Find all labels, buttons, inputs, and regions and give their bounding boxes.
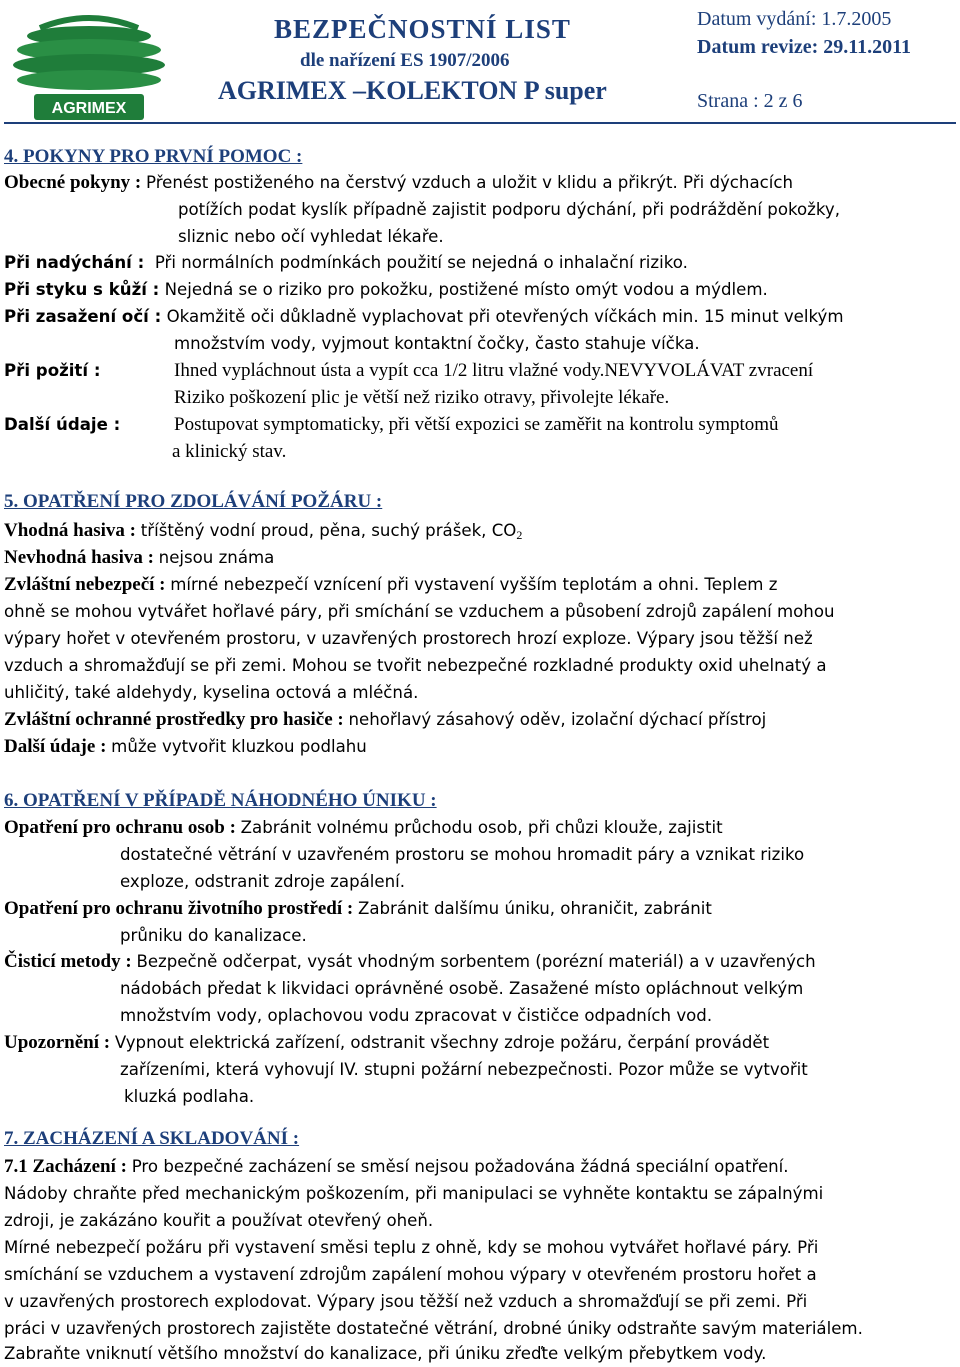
product-name: AGRIMEX –KOLEKTON P super bbox=[218, 76, 607, 105]
text-line: Mírné nebezpečí požáru při vystavení směsi teplu z ohně, kdy se mohou vytvářet hořlavé páry. Při bbox=[4, 1238, 819, 1257]
text-line: ohně se mohou vytvářet hořlavé páry, při smíchání se vzduchem a působení zdrojů zapálení mohou bbox=[4, 602, 835, 621]
text-line: Postupovat symptomaticky, při větší expozici se zaměřit na kontrolu symptomů bbox=[174, 414, 779, 435]
text-line: Ihned vypláchnout ústa a vypít cca 1/2 litru vlažné vody.NEVYVOLÁVAT zvracení bbox=[174, 360, 814, 381]
field-label: Při nadýchání : bbox=[4, 253, 145, 272]
field-label: Obecné pokyny : bbox=[4, 172, 142, 193]
fire-protective-equipment bbox=[4, 709, 766, 731]
page-number: Strana : 2 z 6 bbox=[697, 90, 803, 112]
field-label: Opatření pro ochranu životního prostředí : bbox=[4, 898, 354, 919]
field-text: nehořlavý zásahový oděv, izolační dýchací přístroj bbox=[348, 710, 767, 729]
field-text: Okamžitě oči důkladně vyplachovat při otevřených víčkách min. 15 minut velkým bbox=[166, 307, 844, 326]
field-text: Zabránit volnému průchodu osob, při chůzi klouže, zajistit bbox=[240, 818, 723, 837]
field-label: Další údaje : bbox=[4, 736, 107, 757]
text-line: zařízeními, která vyhovují IV. stupni požární nebezpečnosti. Pozor může se vytvořit bbox=[120, 1060, 808, 1079]
text-line: kluzká podlaha. bbox=[124, 1087, 255, 1106]
first-aid-ingestion-label bbox=[4, 360, 100, 382]
field-label: Při zasažení očí : bbox=[4, 307, 162, 326]
fire-unsuitable-media bbox=[4, 547, 274, 569]
text-line: Nádoby chraňte před mechanickým poškozením, při manipulaci se vyhněte kontaktu se zápalnými bbox=[4, 1184, 824, 1203]
handling-intro bbox=[4, 1156, 789, 1178]
section-4-heading: 4. POKYNY PRO PRVNÍ POMOC : bbox=[4, 146, 303, 167]
release-environmental-precautions bbox=[4, 898, 712, 920]
field-text: Přenést postiženého na čerstvý vzduch a uložit v klidu a přikrýt. Při dýchacích bbox=[146, 173, 793, 192]
text-line: uhličitý, také aldehydy, kyselina octová a mléčná. bbox=[4, 683, 419, 702]
field-text: nejsou známa bbox=[158, 548, 275, 567]
subscript: 2 bbox=[516, 528, 523, 542]
field-label: Při styku s kůží : bbox=[4, 280, 160, 299]
text-line: exploze, odstranit zdroje zapálení. bbox=[120, 872, 405, 891]
text-line: dostatečné větrání v uzavřeném prostoru se mohou hromadit páry a vznikat riziko bbox=[120, 845, 805, 864]
field-label: Zvláštní ochranné prostředky pro hasiče : bbox=[4, 709, 344, 730]
field-label: Další údaje : bbox=[4, 415, 121, 434]
field-text: Při normálních podmínkách použití se nejedná o inhalační riziko. bbox=[154, 253, 688, 272]
document-title: BEZPEČNOSTNÍ LIST bbox=[274, 14, 571, 44]
first-aid-inhalation bbox=[4, 252, 688, 274]
fire-suitable-media bbox=[4, 520, 522, 546]
text-line: nádobách předat k likvidaci oprávněné osobě. Zasažené místo opláchnout velkým bbox=[120, 979, 804, 998]
text-line: smíchání se vzduchem a vystavení zdrojům zapálení mohou výpary v otevřeném prostoru hořet a bbox=[4, 1265, 817, 1284]
field-text: Pro bezpečné zacházení se směsí nejsou požadována žádná speciální opatření. bbox=[131, 1157, 789, 1176]
text-line: a klinický stav. bbox=[172, 441, 287, 462]
release-cleanup-methods bbox=[4, 951, 816, 973]
field-text: může vytvořit kluzkou podlahu bbox=[111, 737, 367, 756]
text-line: práci v uzavřených prostorech zajistěte dostatečné větrání, drobné úniky odstraňte savým materiálem. bbox=[4, 1319, 863, 1338]
text-line: zdroji, je zakázáno kouřit a používat otevřený oheň. bbox=[4, 1211, 434, 1230]
section-7-heading: 7. ZACHÁZENÍ A SKLADOVÁNÍ : bbox=[4, 1128, 300, 1149]
revision-date: Datum revize: 29.11.2011 bbox=[697, 36, 912, 58]
field-label: Opatření pro ochranu osob : bbox=[4, 817, 236, 838]
first-aid-general bbox=[4, 172, 793, 194]
field-text: Vypnout elektrická zařízení, odstranit všechny zdroje požáru, čerpání provádět bbox=[114, 1033, 770, 1052]
release-personal-precautions bbox=[4, 817, 723, 839]
section-6-heading: 6. OPATŘENÍ V PŘÍPADĚ NÁHODNÉHO ÚNIKU : bbox=[4, 790, 437, 811]
first-aid-other-label bbox=[4, 414, 120, 436]
text-line: průniku do kanalizace. bbox=[120, 926, 307, 945]
fire-other-info bbox=[4, 736, 367, 758]
first-aid-eyes bbox=[4, 306, 844, 328]
text-line: Zabraňte vniknutí většího množství do kanalizace, při úniku zřeďte velkým přebytkem vody. bbox=[4, 1344, 767, 1363]
field-label: Zvláštní nebezpečí : bbox=[4, 574, 166, 595]
field-label: 7.1 Zacházení : bbox=[4, 1156, 127, 1177]
section-5-heading: 5. OPATŘENÍ PRO ZDOLÁVÁNÍ POŽÁRU : bbox=[4, 491, 383, 512]
field-text: Zabránit dalšímu úniku, ohraničit, zabránit bbox=[357, 899, 712, 918]
text-line: vzduch a shromažďují se při zemi. Mohou se tvořit nebezpečné rozkladné produkty oxid uhelnatý a bbox=[4, 656, 827, 675]
field-label: Upozornění : bbox=[4, 1032, 111, 1053]
regulation-subtitle: dle nařízení ES 1907/2006 bbox=[300, 50, 510, 71]
text-line: množstvím vody, oplachovou vodu zpracovat v čističce odpadních vod. bbox=[120, 1006, 713, 1025]
first-aid-skin bbox=[4, 279, 768, 301]
field-text: Bezpečně odčerpat, vysát vhodným sorbentem (porézní materiál) a v uzavřených bbox=[136, 952, 816, 971]
agrimex-logo bbox=[10, 8, 168, 123]
issue-date: Datum vydání: 1.7.2005 bbox=[697, 8, 892, 30]
header-divider bbox=[4, 122, 956, 124]
field-text: Nejedná se o riziko pro pokožku, postižené místo omýt vodou a mýdlem. bbox=[164, 280, 768, 299]
text-line: potížích podat kyslík případně zajistit podporu dýchání, při podráždění pokožky, bbox=[178, 200, 840, 219]
fire-special-hazards bbox=[4, 574, 777, 596]
field-label: Čisticí metody : bbox=[4, 951, 132, 972]
text-line: množstvím vody, vyjmout kontaktní čočky, často stahuje víčka. bbox=[174, 334, 700, 353]
release-warning bbox=[4, 1032, 769, 1054]
text-line: sliznic nebo očí vyhledat lékaře. bbox=[178, 227, 444, 246]
text-line: Riziko poškození plic je větší než riziko otravy, přivolejte lékaře. bbox=[174, 387, 670, 408]
field-label: Vhodná hasiva : bbox=[4, 520, 136, 541]
field-text: tříštěný vodní proud, pěna, suchý prášek, CO bbox=[140, 521, 517, 540]
svg-text:AGRIMEX: AGRIMEX bbox=[51, 100, 127, 117]
field-label: Nevhodná hasiva : bbox=[4, 547, 154, 568]
field-text: mírné nebezpečí vznícení při vystavení vyšším teplotám a ohni. Teplem z bbox=[170, 575, 778, 594]
text-line: výpary hořet v otevřeném prostoru, v uzavřených prostorech hrozí exploze. Výpary jsou těžší než bbox=[4, 629, 813, 648]
text-line: v uzavřených prostorech explodovat. Výpary jsou těžší než vzduch a shromažďují se při zemi. Při bbox=[4, 1292, 808, 1311]
field-label: Při požití : bbox=[4, 361, 101, 380]
